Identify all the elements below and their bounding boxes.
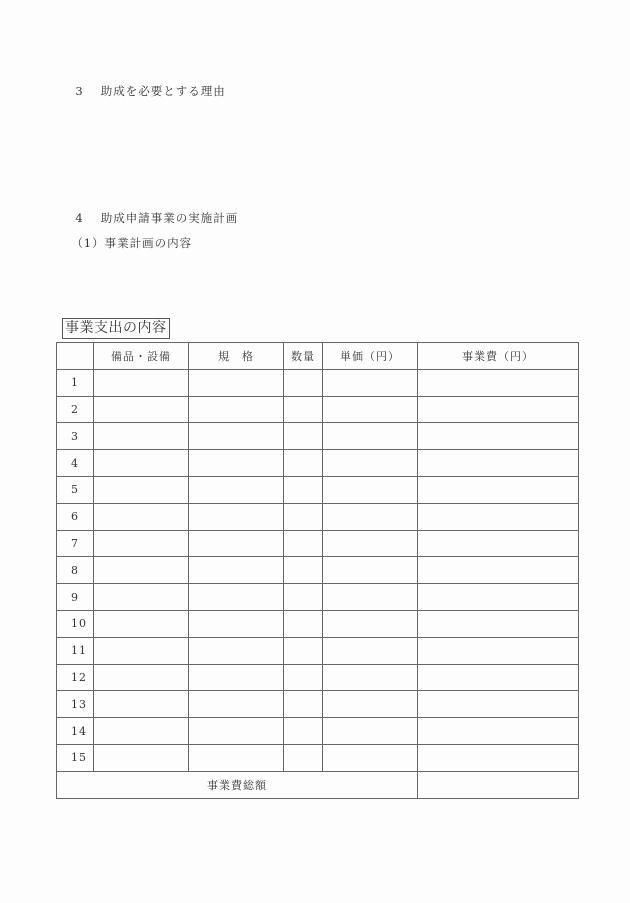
quantity-cell[interactable] xyxy=(284,476,323,503)
subsection-1-title: 事業計画の内容 xyxy=(104,236,193,250)
quantity-cell[interactable] xyxy=(284,503,323,530)
spec-cell[interactable] xyxy=(189,744,284,771)
equipment-cell[interactable] xyxy=(94,530,189,557)
project-cost-cell[interactable] xyxy=(418,530,579,557)
section-4-number: 4 xyxy=(75,211,84,225)
spec-cell[interactable] xyxy=(189,503,284,530)
quantity-cell[interactable] xyxy=(284,450,323,477)
unit-price-cell[interactable] xyxy=(323,718,418,745)
row-number: 2 xyxy=(57,396,94,423)
unit-price-cell[interactable] xyxy=(323,503,418,530)
project-cost-cell[interactable] xyxy=(418,584,579,611)
expense-table-header-row xyxy=(57,343,579,370)
quantity-cell[interactable] xyxy=(284,584,323,611)
spec-cell[interactable] xyxy=(189,557,284,584)
subsection-1-label: （1） xyxy=(71,236,105,250)
quantity-cell[interactable] xyxy=(284,744,323,771)
row-number: 9 xyxy=(57,584,94,611)
project-cost-cell[interactable] xyxy=(418,664,579,691)
table-row xyxy=(57,744,579,771)
quantity-cell[interactable] xyxy=(284,664,323,691)
unit-price-cell[interactable] xyxy=(323,557,418,584)
row-number: 6 xyxy=(57,503,94,530)
equipment-cell[interactable] xyxy=(94,610,189,637)
equipment-cell[interactable] xyxy=(94,450,189,477)
spec-cell[interactable] xyxy=(189,718,284,745)
table-row xyxy=(57,610,579,637)
header-no xyxy=(57,343,94,370)
unit-price-cell[interactable] xyxy=(323,396,418,423)
header-project-cost: 事業費（円） xyxy=(418,343,579,370)
project-cost-cell[interactable] xyxy=(418,423,579,450)
project-cost-cell[interactable] xyxy=(418,637,579,664)
row-number: 15 xyxy=(57,744,94,771)
unit-price-cell[interactable] xyxy=(323,610,418,637)
equipment-cell[interactable] xyxy=(94,396,189,423)
table-row xyxy=(57,718,579,745)
total-label: 事業費総額 xyxy=(57,771,418,798)
project-cost-cell[interactable] xyxy=(418,396,579,423)
header-unit-price: 単価（円） xyxy=(323,343,418,370)
spec-cell[interactable] xyxy=(189,476,284,503)
project-cost-cell[interactable] xyxy=(418,557,579,584)
quantity-cell[interactable] xyxy=(284,396,323,423)
project-cost-cell[interactable] xyxy=(418,718,579,745)
table-row xyxy=(57,530,579,557)
project-cost-cell[interactable] xyxy=(418,476,579,503)
equipment-cell[interactable] xyxy=(94,557,189,584)
unit-price-cell[interactable] xyxy=(323,691,418,718)
equipment-cell[interactable] xyxy=(94,584,189,611)
equipment-cell[interactable] xyxy=(94,637,189,664)
spec-cell[interactable] xyxy=(189,530,284,557)
unit-price-cell[interactable] xyxy=(323,476,418,503)
table-row xyxy=(57,503,579,530)
spec-cell[interactable] xyxy=(189,396,284,423)
equipment-cell[interactable] xyxy=(94,503,189,530)
subsection-1-heading xyxy=(62,221,192,251)
table-row xyxy=(57,450,579,477)
table-row xyxy=(57,584,579,611)
expense-table-caption: 事業支出の内容 xyxy=(62,318,170,339)
project-cost-cell[interactable] xyxy=(418,450,579,477)
unit-price-cell[interactable] xyxy=(323,744,418,771)
quantity-cell[interactable] xyxy=(284,423,323,450)
project-cost-cell[interactable] xyxy=(418,744,579,771)
quantity-cell[interactable] xyxy=(284,610,323,637)
quantity-cell[interactable] xyxy=(284,369,323,396)
project-cost-cell[interactable] xyxy=(418,610,579,637)
spec-cell[interactable] xyxy=(189,584,284,611)
quantity-cell[interactable] xyxy=(284,557,323,584)
project-cost-cell[interactable] xyxy=(418,369,579,396)
section-3-number: 3 xyxy=(75,84,84,98)
spec-cell[interactable] xyxy=(189,369,284,396)
table-row xyxy=(57,637,579,664)
equipment-cell[interactable] xyxy=(94,423,189,450)
equipment-cell[interactable] xyxy=(94,691,189,718)
table-row xyxy=(57,369,579,396)
row-number: 12 xyxy=(57,664,94,691)
row-number: 11 xyxy=(57,637,94,664)
row-number: 10 xyxy=(57,610,94,637)
spec-cell[interactable] xyxy=(189,423,284,450)
quantity-cell[interactable] xyxy=(284,691,323,718)
unit-price-cell[interactable] xyxy=(323,637,418,664)
project-cost-cell[interactable] xyxy=(418,691,579,718)
section-3-title: 助成を必要とする理由 xyxy=(100,84,226,98)
row-number: 8 xyxy=(57,557,94,584)
row-number: 14 xyxy=(57,718,94,745)
unit-price-cell[interactable] xyxy=(323,423,418,450)
row-number: 7 xyxy=(57,530,94,557)
row-number: 5 xyxy=(57,476,94,503)
total-value-cell[interactable] xyxy=(418,771,579,798)
table-row xyxy=(57,664,579,691)
unit-price-cell[interactable] xyxy=(323,450,418,477)
project-cost-cell[interactable] xyxy=(418,503,579,530)
row-number: 13 xyxy=(57,691,94,718)
spec-cell[interactable] xyxy=(189,664,284,691)
row-number: 3 xyxy=(57,423,94,450)
expense-table xyxy=(56,342,579,799)
table-row xyxy=(57,691,579,718)
quantity-cell[interactable] xyxy=(284,530,323,557)
spec-cell[interactable] xyxy=(189,637,284,664)
header-spec: 規 格 xyxy=(189,343,284,370)
table-row xyxy=(57,423,579,450)
spec-cell[interactable] xyxy=(189,450,284,477)
equipment-cell[interactable] xyxy=(94,718,189,745)
unit-price-cell[interactable] xyxy=(323,664,418,691)
equipment-cell[interactable] xyxy=(94,664,189,691)
spec-cell[interactable] xyxy=(189,691,284,718)
table-row xyxy=(57,557,579,584)
unit-price-cell[interactable] xyxy=(323,584,418,611)
quantity-cell[interactable] xyxy=(284,637,323,664)
section-4-title: 助成申請事業の実施計画 xyxy=(100,211,239,225)
unit-price-cell[interactable] xyxy=(323,369,418,396)
unit-price-cell[interactable] xyxy=(323,530,418,557)
equipment-cell[interactable] xyxy=(94,476,189,503)
quantity-cell[interactable] xyxy=(284,718,323,745)
table-row xyxy=(57,476,579,503)
expense-total-row xyxy=(57,771,579,798)
section-3-heading xyxy=(66,69,226,99)
table-row xyxy=(57,396,579,423)
equipment-cell[interactable] xyxy=(94,369,189,396)
spec-cell[interactable] xyxy=(189,610,284,637)
row-number: 1 xyxy=(57,369,94,396)
row-number: 4 xyxy=(57,450,94,477)
header-equipment: 備品・設備 xyxy=(94,343,189,370)
equipment-cell[interactable] xyxy=(94,744,189,771)
header-quantity: 数量 xyxy=(284,343,323,370)
